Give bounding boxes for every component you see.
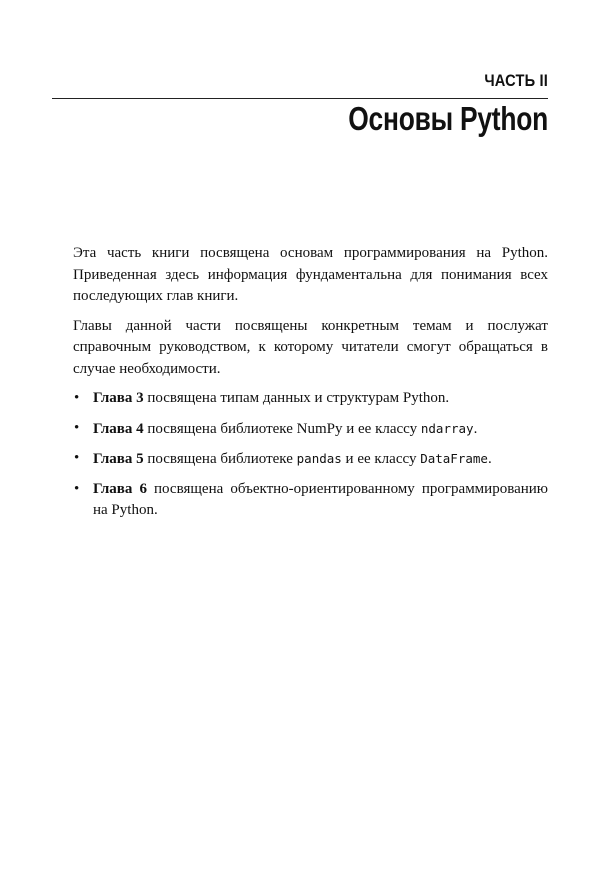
part-title: Основы Python [348,100,548,137]
chapter-label: Глава 3 [93,390,144,406]
part-label: ЧАСТЬ II [484,71,548,90]
chapter-list-item [73,418,548,441]
chapter-list-item [73,479,548,522]
code-identifier: DataFrame [420,451,488,466]
body-text [73,243,548,530]
chapter-description-middle: и ее классу [341,451,421,467]
bullet-icon: • [74,450,80,466]
code-identifier: pandas [296,451,342,466]
chapter-list-item [73,448,548,471]
chapter-list-item [73,388,548,410]
chapter-label: Глава 5 [93,451,144,467]
chapter-label: Глава 4 [93,420,144,437]
chapter-description: посвящена библиотеке NumPy и ее классу [143,420,421,437]
chapter-description-end: . [473,420,478,437]
chapter-description: посвящена типам данных и структурам Python. [143,390,450,406]
chapter-label: Глава 6 [93,480,147,497]
chapter-list [73,388,548,522]
chapter-description: посвящена библиотеке [143,451,297,467]
bullet-icon: • [74,480,80,497]
intro-paragraph-2: Главы данной части посвящены конкретным темам и послужат справочным руководством, к которому читатели смогут обращаться в случае необходимости. [73,317,548,377]
code-identifier: ndarray [420,420,474,436]
chapter-description-end: . [487,451,492,467]
part-header [52,70,548,139]
bullet-icon: • [74,390,80,406]
chapter-description: посвящена объектно-ориентированному программированию на Python. [93,480,549,518]
bullet-icon: • [74,419,80,436]
intro-paragraph-1: Эта часть книги посвящена основам программирования на Python. Приведенная здесь информация фундаментальна для понимания всех последующих глав книги. [73,245,548,304]
